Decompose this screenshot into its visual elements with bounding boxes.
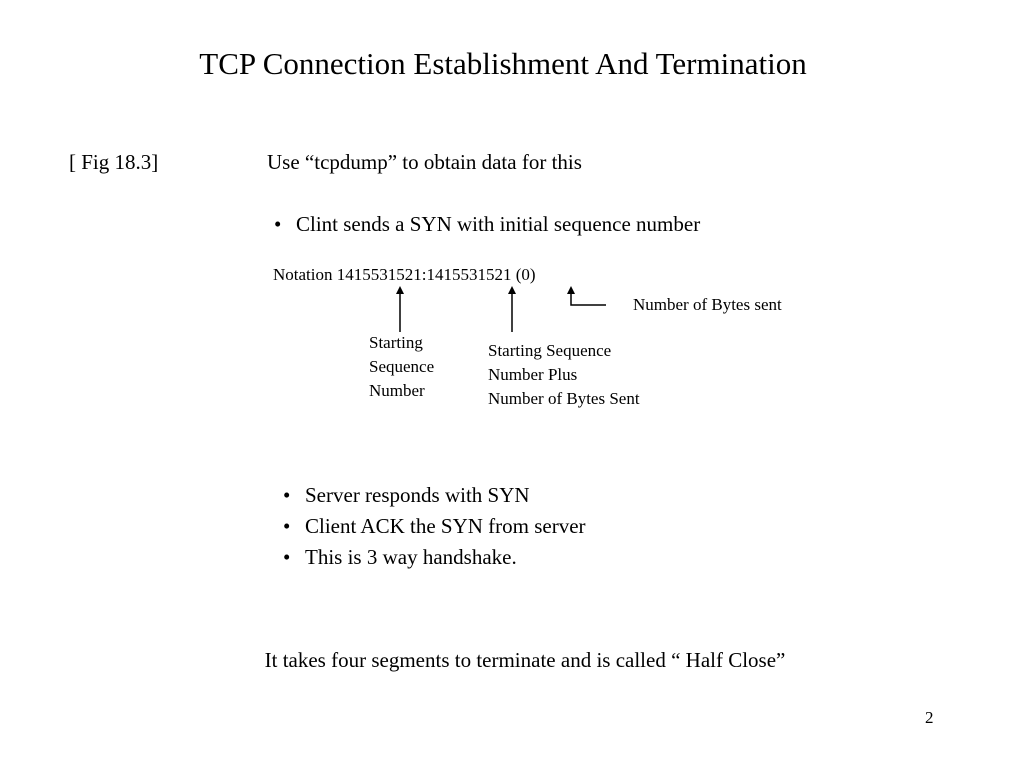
bullet-handshake <box>283 545 517 570</box>
figure-reference: [ Fig 18.3] <box>69 150 159 174</box>
notation-text: Notation 1415531521:1415531521 (0) <box>273 265 536 284</box>
bullet-text: This is 3 way handshake. <box>305 545 517 569</box>
label-line: Starting <box>369 333 423 352</box>
closing-text: It takes four segments to terminate and is called “ Half Close” <box>264 648 786 672</box>
label-starting-seq <box>369 331 434 403</box>
arrowhead-starting-seq-plus <box>508 286 516 294</box>
arrowhead-bytes-sent <box>567 286 575 294</box>
bullet-text: Server responds with SYN <box>305 483 530 507</box>
label-bytes-sent: Number of Bytes sent <box>633 295 782 314</box>
page-number: 2 <box>925 708 934 727</box>
bullet-server-syn <box>283 483 530 508</box>
intro-text: Use “tcpdump” to obtain data for this <box>267 150 582 174</box>
label-line: Number of Bytes Sent <box>488 389 640 408</box>
arrowhead-starting-seq <box>396 286 404 294</box>
bullet-text: Clint sends a SYN with initial sequence number <box>296 212 701 236</box>
bullet-text: Client ACK the SYN from server <box>305 514 586 538</box>
bullet-marker: • <box>283 514 291 538</box>
arrow-bytes-sent <box>571 292 606 305</box>
bullet-marker: • <box>274 212 282 236</box>
bullet-marker: • <box>283 483 291 507</box>
label-line: Sequence <box>369 357 435 376</box>
label-line: Number <box>369 381 425 400</box>
label-starting-seq-plus <box>488 339 640 411</box>
bullet-client-ack <box>283 514 586 539</box>
bullet-marker: • <box>283 545 291 569</box>
label-line: Number Plus <box>488 365 578 384</box>
label-line: Starting Sequence <box>488 341 612 360</box>
slide-title: TCP Connection Establishment And Termination <box>199 46 807 81</box>
